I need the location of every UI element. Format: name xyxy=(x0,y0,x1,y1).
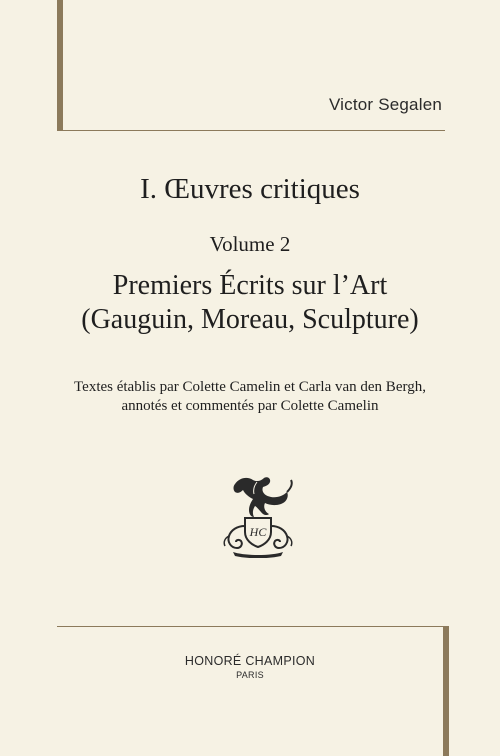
top-horizontal-rule xyxy=(63,130,445,131)
author-name: Victor Segalen xyxy=(328,95,442,114)
book-title xyxy=(0,269,500,337)
editors-line-1: Textes établis par Colette Camelin et Carla van den Bergh, xyxy=(74,379,426,395)
book-title-line-2: (Gauguin, Moreau, Sculpture) xyxy=(81,304,419,335)
publisher-horse-emblem-icon xyxy=(217,472,299,558)
publisher-city: PARIS xyxy=(236,670,264,680)
editors-line-2: annotés et commentés par Colette Camelin xyxy=(121,398,379,414)
book-title-line-1: Premiers Écrits sur l’Art xyxy=(112,270,388,301)
svg-text:HC: HC xyxy=(249,525,267,539)
bottom-horizontal-rule xyxy=(57,626,443,627)
left-vertical-rule xyxy=(57,0,63,131)
series-title: I. Œuvres critiques xyxy=(140,173,360,205)
right-vertical-rule xyxy=(443,626,449,756)
volume-label: Volume 2 xyxy=(209,232,291,256)
publisher-imprint xyxy=(0,654,500,680)
publisher-name: HONORÉ CHAMPION xyxy=(184,654,316,668)
editors-credit xyxy=(0,378,500,416)
